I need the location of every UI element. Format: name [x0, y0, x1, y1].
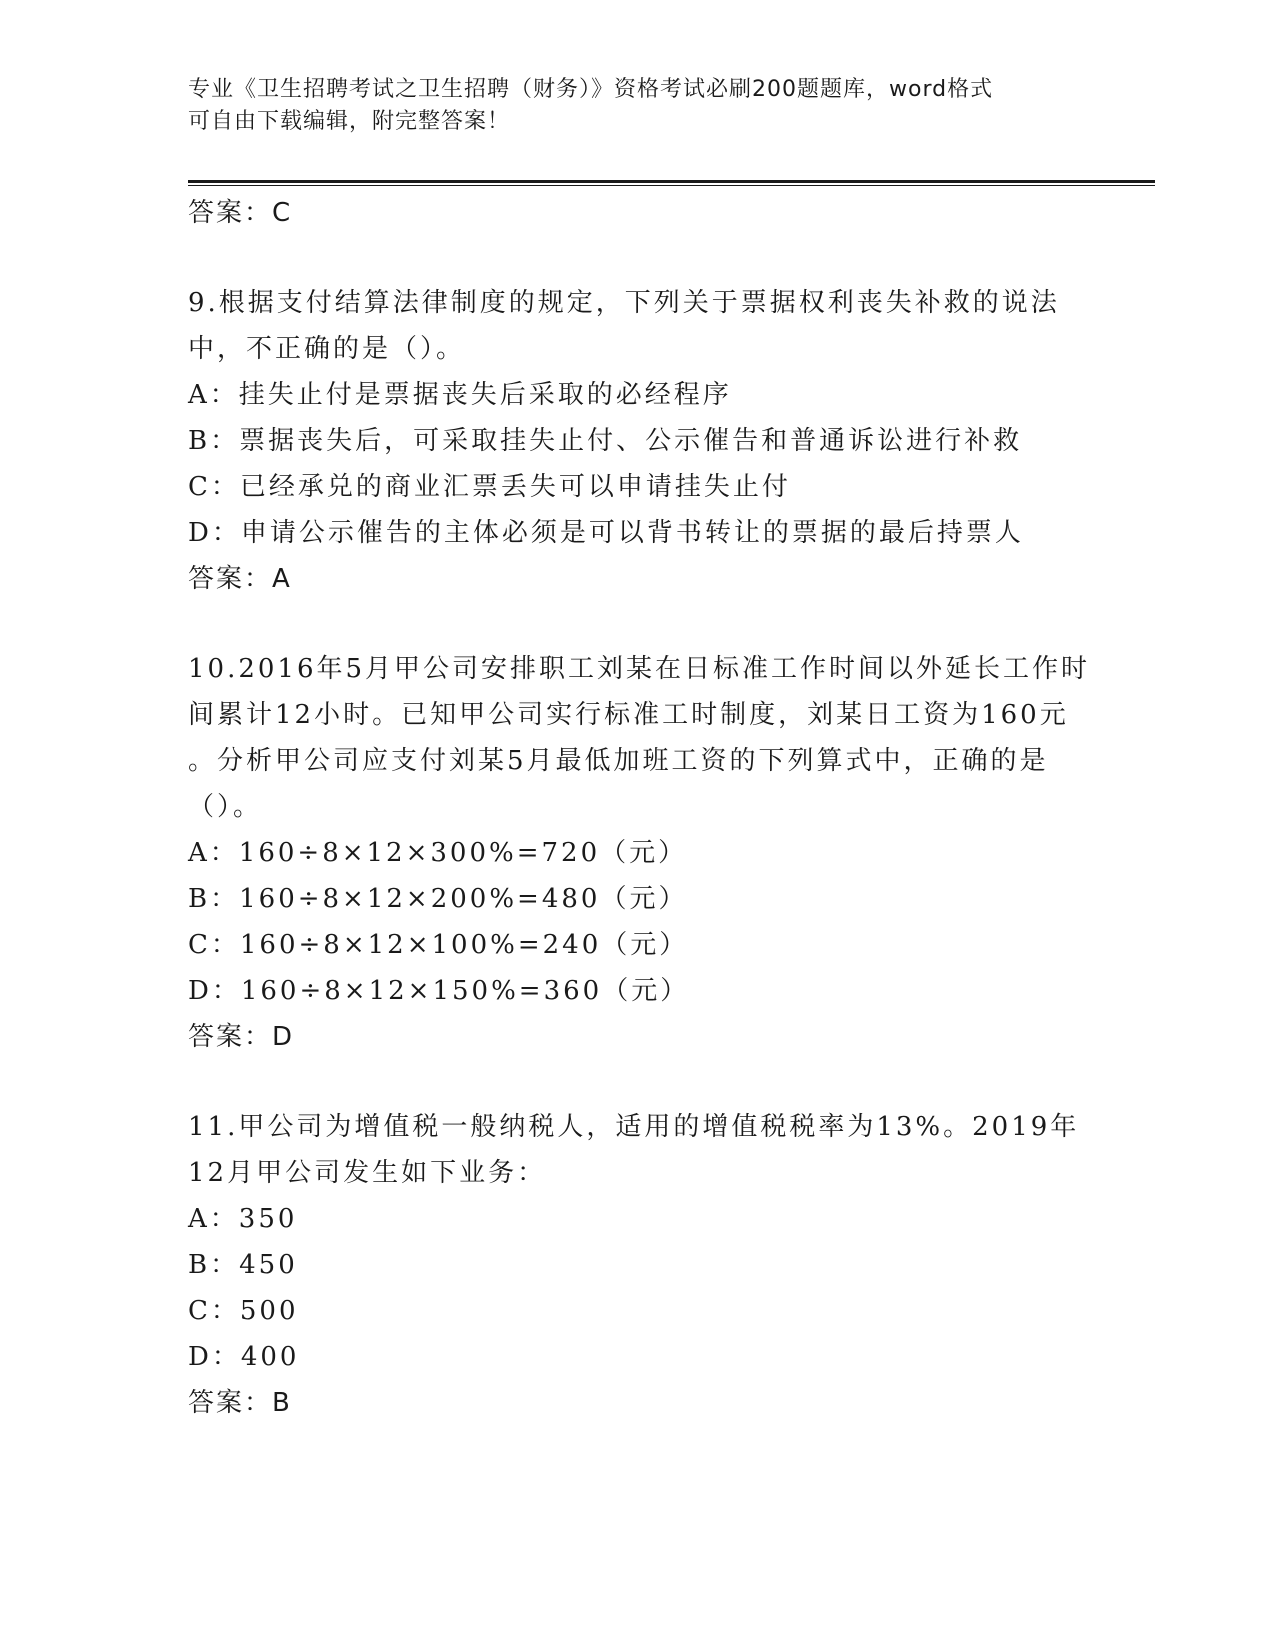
question-list [188, 190, 1091, 1426]
option-c: C：160÷8×12×100%=240（元） [188, 930, 689, 960]
question-stem-line: 中，不正确的是（）。 [188, 334, 466, 364]
question-answer: 答案：B [188, 1388, 292, 1418]
option-d: D：申请公示催告的主体必须是可以背书转让的票据的最后持票人 [188, 518, 1024, 548]
question-11 [188, 1104, 1088, 1426]
question-answer: 答案：D [188, 1022, 295, 1052]
header-divider-thin [188, 185, 1155, 186]
question-stem-line: 9.根据支付结算法律制度的规定，下列关于票据权利丧失补救的说法 [188, 288, 1060, 318]
question-answer: 答案：A [188, 564, 292, 594]
option-d: D：160÷8×12×150%=360（元） [188, 976, 690, 1006]
question-stem-line: 11.甲公司为增值税一般纳税人，适用的增值税税率为13%。2019年 [188, 1112, 1080, 1142]
option-a: A：160÷8×12×300%=720（元） [188, 838, 688, 868]
option-c: C：500 [188, 1296, 299, 1326]
option-a: A：挂失止付是票据丧失后采取的必经程序 [188, 380, 732, 410]
question-stem-line: 。分析甲公司应支付刘某5月最低加班工资的下列算式中，正确的是 [188, 746, 1049, 776]
header-title-line-2: 可自由下载编辑，附完整答案！ [188, 109, 511, 134]
option-b: B：票据丧失后，可采取挂失止付、公示催告和普通诉讼进行补救 [188, 426, 1023, 456]
option-b: B：160÷8×12×200%=480（元） [188, 884, 688, 914]
question-stem-line: 10.2016年5月甲公司安排职工刘某在日标准工作时间以外延长工作时 [188, 654, 1091, 684]
document-header [188, 74, 1088, 138]
question-stem-line: （）。 [188, 792, 263, 822]
option-d: D：400 [188, 1342, 300, 1372]
header-title-line-1: 专业《卫生招聘考试之卫生招聘（财务）》资格考试必刷200题题库，word格式 [188, 77, 994, 102]
option-c: C：已经承兑的商业汇票丢失可以申请挂失止付 [188, 472, 791, 502]
question-stem-line: 间累计12小时。已知甲公司实行标准工时制度，刘某日工资为160元 [188, 700, 1069, 730]
previous-question-answer: 答案：C [188, 198, 293, 228]
question-10 [188, 646, 1091, 1060]
question-9 [188, 280, 1088, 602]
option-b: B：450 [188, 1250, 298, 1280]
question-stem-line: 12月甲公司发生如下业务： [188, 1158, 547, 1188]
option-a: A：350 [188, 1204, 298, 1234]
header-divider-thick [188, 180, 1155, 183]
